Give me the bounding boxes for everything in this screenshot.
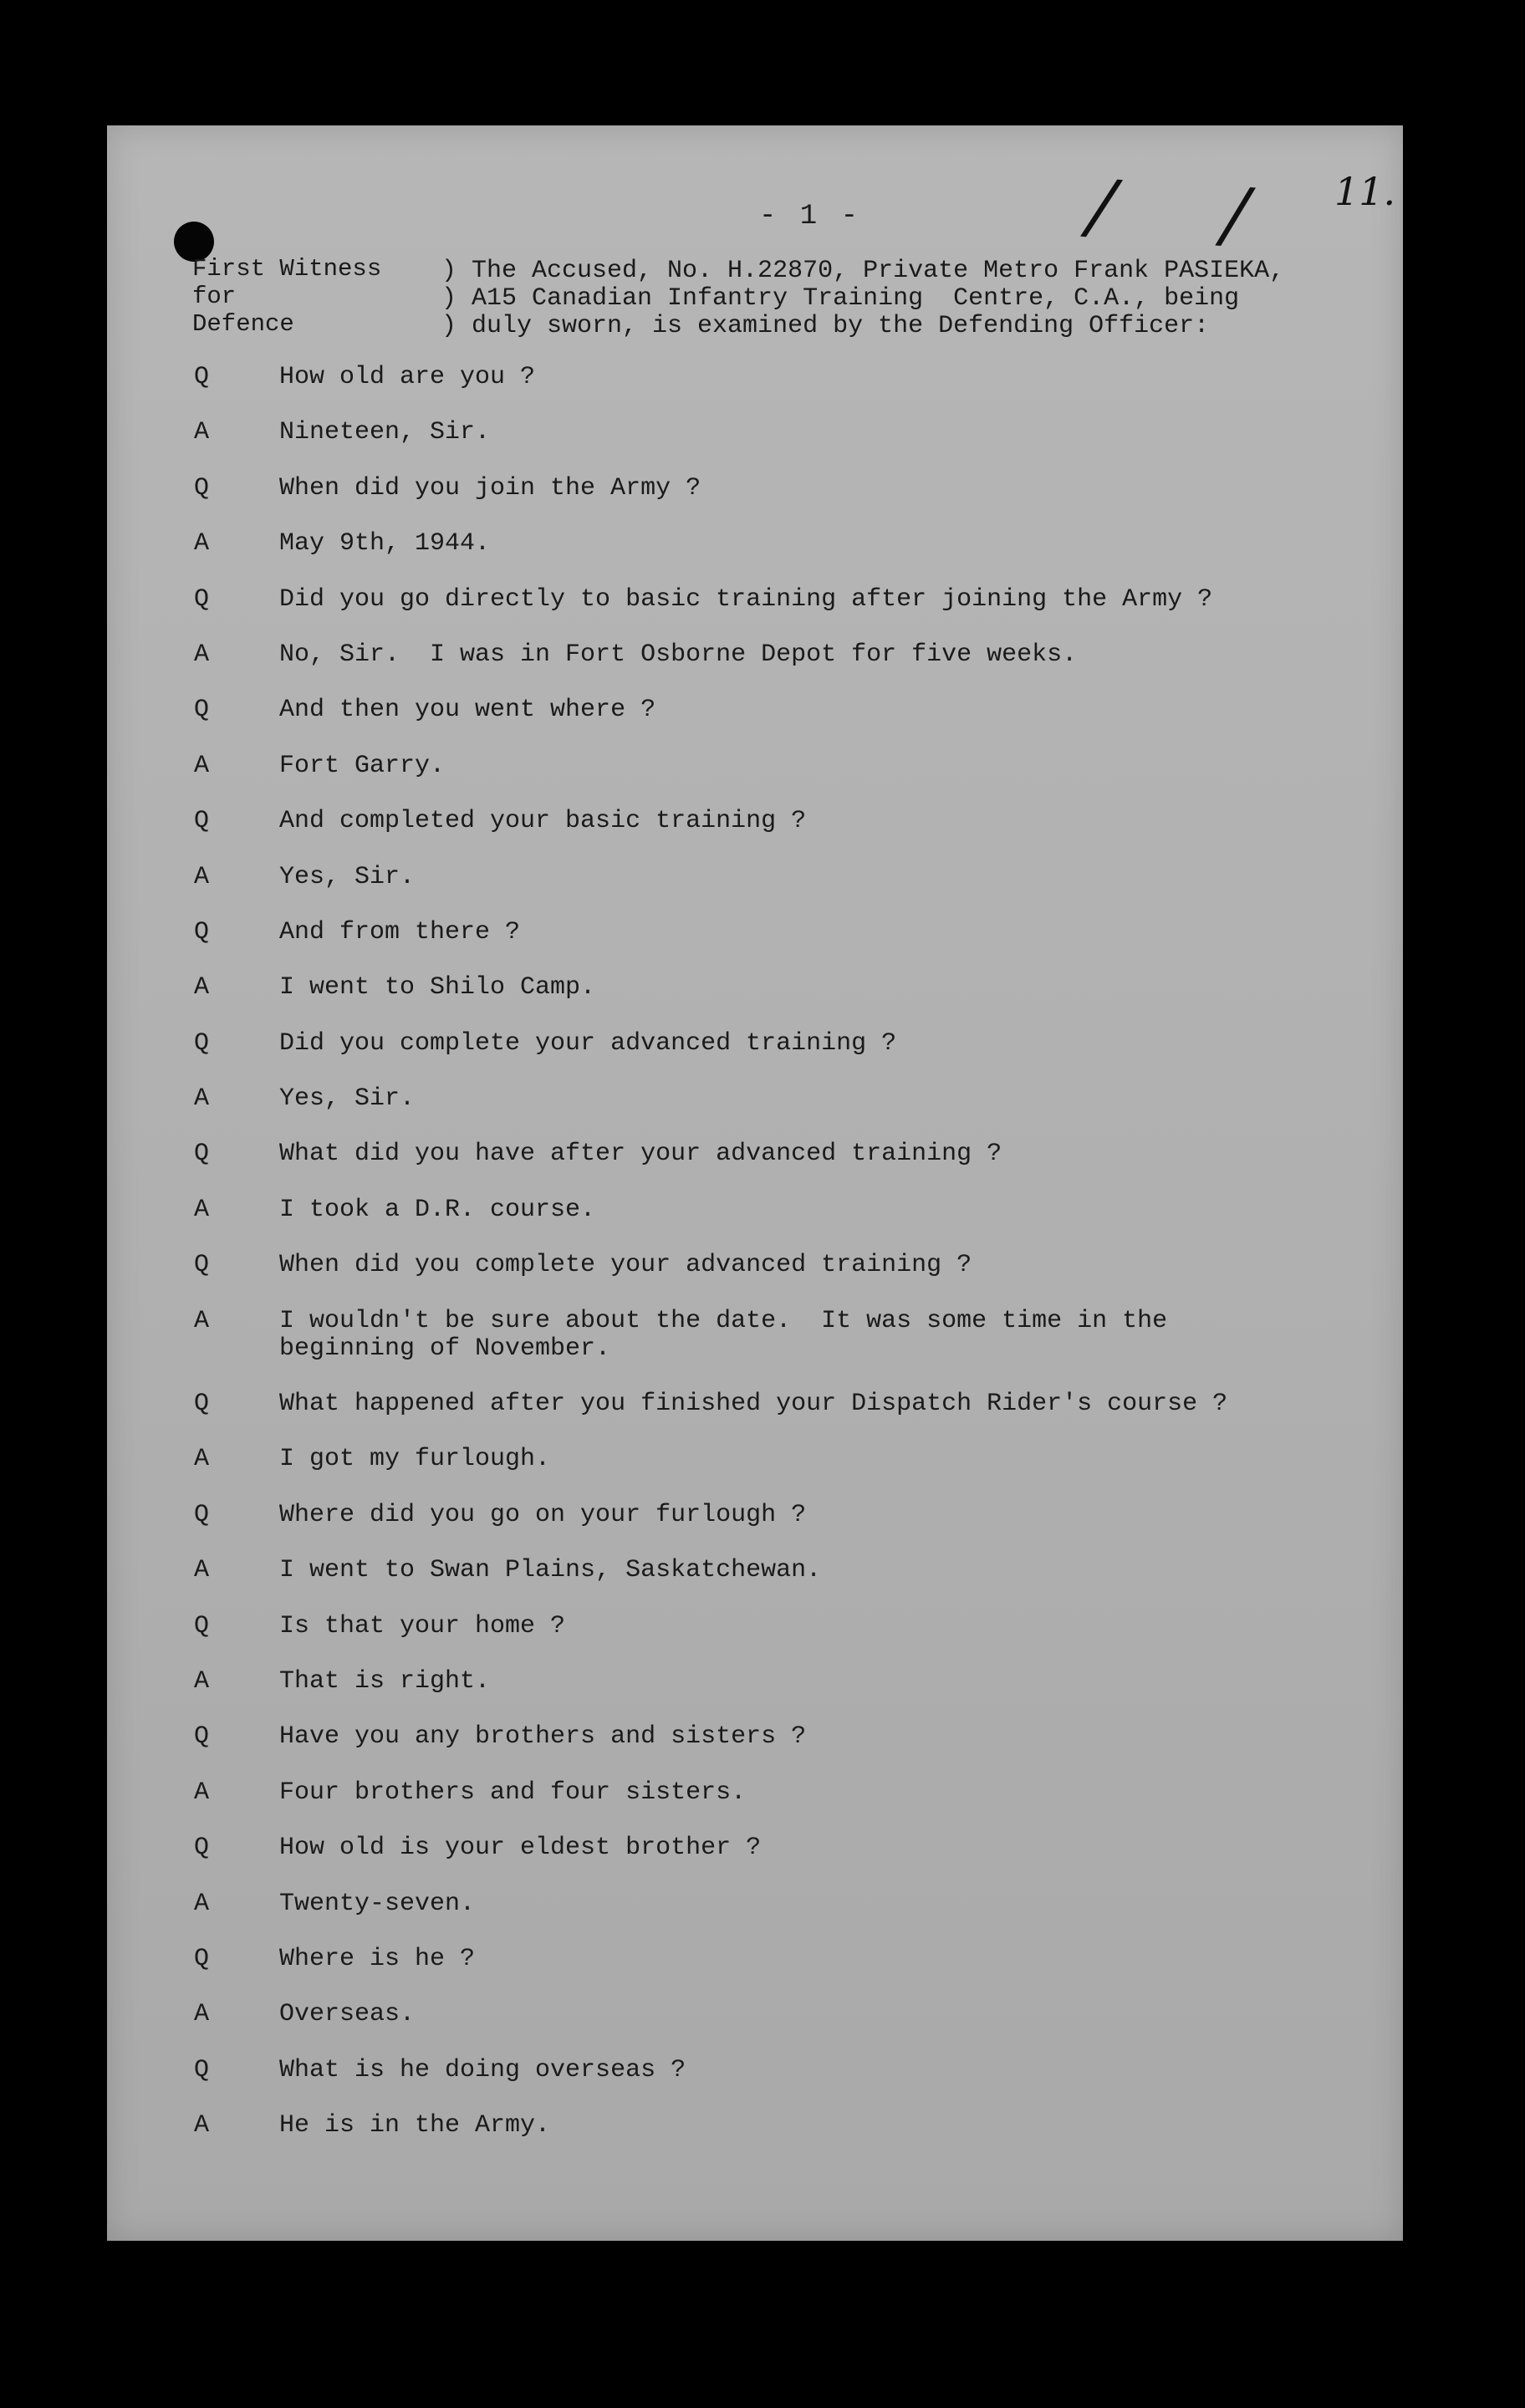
question-text: And completed your basic training ? bbox=[279, 807, 807, 836]
question-marker: Q bbox=[194, 807, 210, 836]
answer-marker: A bbox=[194, 1666, 210, 1696]
handwritten-page-mark: 11. bbox=[1334, 169, 1396, 214]
qa-row bbox=[192, 2112, 1380, 2167]
answer-marker: A bbox=[194, 1556, 210, 1585]
answer-marker: A bbox=[194, 973, 210, 1002]
qa-row bbox=[192, 864, 1380, 919]
answer-marker: A bbox=[194, 2000, 210, 2029]
answer-text: He is in the Army. bbox=[279, 2111, 551, 2140]
question-text: When did you complete your advanced training ? bbox=[279, 1251, 972, 1280]
answer-marker: A bbox=[194, 529, 210, 559]
question-marker: Q bbox=[194, 584, 210, 614]
qa-row bbox=[192, 1196, 1380, 1252]
question-text: How old is your eldest brother ? bbox=[279, 1834, 762, 1863]
answer-marker: A bbox=[194, 1195, 210, 1224]
answer-text: I went to Shilo Camp. bbox=[279, 973, 596, 1002]
qa-row bbox=[192, 808, 1380, 863]
answer-marker: A bbox=[194, 2111, 210, 2140]
qa-row bbox=[192, 2057, 1380, 2112]
answer-text: Yes, Sir. bbox=[279, 862, 416, 891]
qa-row bbox=[192, 530, 1380, 585]
qa-row bbox=[192, 1613, 1380, 1668]
qa-row bbox=[192, 1140, 1380, 1196]
qa-row bbox=[192, 1030, 1380, 1085]
qa-row bbox=[192, 1252, 1380, 1307]
answer-text: Twenty-seven. bbox=[279, 1889, 476, 1918]
answer-marker: A bbox=[194, 1778, 210, 1807]
qa-row bbox=[192, 1668, 1380, 1723]
qa-row bbox=[192, 1557, 1380, 1612]
answer-text: I got my furlough. bbox=[279, 1445, 551, 1474]
answer-text: Four brothers and four sisters. bbox=[279, 1778, 747, 1807]
handwritten-mark: / bbox=[1220, 171, 1252, 258]
qa-row bbox=[192, 1890, 1380, 1946]
question-marker: Q bbox=[194, 1611, 210, 1640]
qa-row bbox=[192, 1946, 1380, 2001]
answer-text: Overseas. bbox=[279, 2000, 416, 2029]
answer-marker: A bbox=[194, 1306, 210, 1335]
question-marker: Q bbox=[194, 1390, 210, 1419]
answer-text: No, Sir. I was in Fort Osborne Depot for five weeks. bbox=[279, 640, 1078, 669]
page-number: - 1 - bbox=[759, 201, 862, 232]
question-marker: Q bbox=[194, 2055, 210, 2084]
question-text: Did you go directly to basic training after joining the Army ? bbox=[279, 584, 1213, 614]
question-text: How old are you ? bbox=[279, 363, 536, 391]
question-marker: Q bbox=[194, 1251, 210, 1280]
question-marker: Q bbox=[194, 473, 210, 503]
qa-row bbox=[192, 364, 1380, 419]
question-marker: Q bbox=[194, 1722, 210, 1752]
answer-text: Nineteen, Sir. bbox=[279, 418, 491, 447]
answer-text: That is right. bbox=[279, 1666, 491, 1696]
qa-row bbox=[192, 586, 1380, 641]
witness-label: First Witness for Defence bbox=[192, 255, 382, 338]
qa-row bbox=[192, 752, 1380, 808]
qa-row bbox=[192, 1308, 1380, 1390]
qa-transcript bbox=[192, 364, 1380, 2168]
handwritten-mark: / bbox=[1084, 161, 1119, 251]
qa-row bbox=[192, 1085, 1380, 1140]
question-text: And from there ? bbox=[279, 917, 521, 946]
question-text: Did you complete your advanced training ? bbox=[279, 1028, 897, 1058]
question-marker: Q bbox=[194, 1140, 210, 1169]
question-text: What happened after you finished your Dispatch Rider's course ? bbox=[279, 1390, 1228, 1419]
question-text: What is he doing overseas ? bbox=[279, 2055, 686, 2084]
question-text: What did you have after your advanced training ? bbox=[279, 1140, 1002, 1169]
qa-row bbox=[192, 1390, 1380, 1446]
question-text: And then you went where ? bbox=[279, 696, 656, 725]
question-text: When did you join the Army ? bbox=[279, 473, 701, 503]
witness-intro: ) The Accused, No. H.22870, Private Metro Frank PASIEKA, ) A15 Canadian Infantry Training Centre, C.A., being ) duly sworn, is examined by the Defending Officer: bbox=[441, 257, 1285, 340]
answer-marker: A bbox=[194, 640, 210, 669]
answer-marker: A bbox=[194, 1445, 210, 1474]
answer-text: May 9th, 1944. bbox=[279, 529, 491, 559]
question-marker: Q bbox=[194, 917, 210, 946]
qa-row bbox=[192, 1446, 1380, 1501]
answer-text: I went to Swan Plains, Saskatchewan. bbox=[279, 1556, 822, 1585]
question-text: Where is he ? bbox=[279, 1944, 476, 1973]
question-marker: Q bbox=[194, 1500, 210, 1529]
answer-marker: A bbox=[194, 862, 210, 891]
qa-row bbox=[192, 1834, 1380, 1890]
question-marker: Q bbox=[194, 1944, 210, 1973]
answer-text: I took a D.R. course. bbox=[279, 1195, 596, 1224]
question-text: Where did you go on your furlough ? bbox=[279, 1500, 807, 1529]
qa-row bbox=[192, 696, 1380, 752]
qa-row bbox=[192, 641, 1380, 696]
question-text: Have you any brothers and sisters ? bbox=[279, 1722, 807, 1752]
answer-marker: A bbox=[194, 418, 210, 447]
qa-row bbox=[192, 2001, 1380, 2056]
answer-marker: A bbox=[194, 1084, 210, 1114]
question-marker: Q bbox=[194, 1028, 210, 1058]
answer-text: I wouldn't be sure about the date. It was some time in the beginning of November. bbox=[279, 1306, 1168, 1363]
qa-row bbox=[192, 919, 1380, 974]
answer-text: Fort Garry. bbox=[279, 751, 446, 780]
qa-row bbox=[192, 1502, 1380, 1557]
qa-row bbox=[192, 1779, 1380, 1834]
qa-row bbox=[192, 419, 1380, 474]
question-marker: Q bbox=[194, 363, 210, 391]
answer-text: Yes, Sir. bbox=[279, 1084, 416, 1114]
qa-row bbox=[192, 974, 1380, 1029]
answer-marker: A bbox=[194, 751, 210, 780]
question-marker: Q bbox=[194, 1834, 210, 1863]
question-text: Is that your home ? bbox=[279, 1611, 566, 1640]
qa-row bbox=[192, 1723, 1380, 1778]
answer-marker: A bbox=[194, 1889, 210, 1918]
document-page bbox=[107, 125, 1403, 2241]
question-marker: Q bbox=[194, 696, 210, 725]
qa-row bbox=[192, 475, 1380, 530]
